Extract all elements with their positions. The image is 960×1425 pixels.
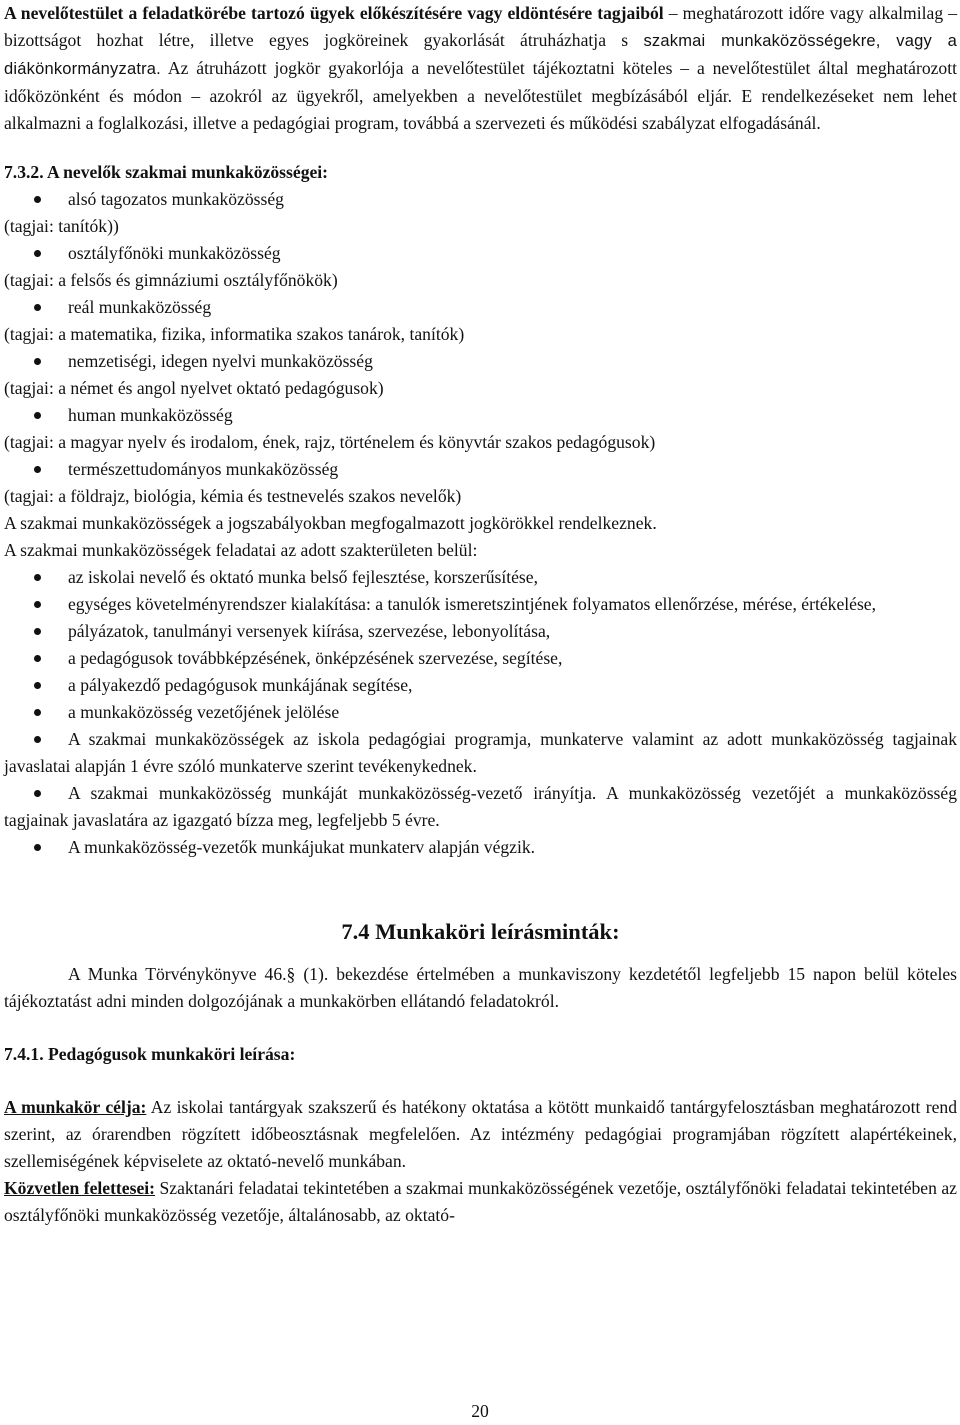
labour-code-paragraph: A Munka Törvénykönyve 46.§ (1). bekezdése értelmében a munkaviszony kezdetétől legfeljebb 15 napon belül köteles tájékoztatást adni minden dolgozójának a munkakörben ellátandó feladatokról.: [4, 964, 957, 1011]
goal-label: A munkakör célja:: [4, 1097, 147, 1117]
intro-paragraph: [4, 0, 957, 137]
workgroup-members: (tagjai: a földrajz, biológia, kémia és testnevelés szakos nevelők): [4, 486, 462, 506]
leadership-text: A szakmai munkaközösségek az iskola pedagógiai programja, munkaterve valamint az adott munkaközösség tagjainak javaslatai alapján 1 évre szóló munkaterve szerint tevékenykednek.: [4, 729, 957, 776]
superiors-paragraph: [4, 1175, 957, 1229]
workgroup-item: [4, 240, 957, 267]
section-741-heading: 7.4.1. Pedagógusok munkaköri leírása:: [4, 1044, 296, 1064]
task-text: egységes követelményrendszer kialakítása: a tanulók ismeretszintjének folyamatos ellenőrzése, mérése, értékelése,: [68, 594, 876, 614]
section-74-heading: 7.4 Munkaköri leírásminták:: [341, 919, 620, 944]
bullet-icon: [34, 574, 41, 581]
task-item: [4, 672, 957, 699]
section-732-heading: 7.3.2. A nevelők szakmai munkaközösségei:: [4, 162, 329, 182]
workgroup-members: (tagjai: a matematika, fizika, informatika szakos tanárok, tanítók): [4, 324, 465, 344]
bullet-icon: [34, 628, 41, 635]
bullet-icon: [34, 709, 41, 716]
workgroup-members: (tagjai: a felsős és gimnáziumi osztályfőnökök): [4, 270, 338, 290]
leadership-item: [4, 726, 957, 780]
bullet-icon: [34, 601, 41, 608]
workgroup-name: osztályfőnöki munkaközösség: [68, 243, 281, 263]
bullet-icon: [34, 196, 41, 203]
bullet-icon: [34, 736, 41, 743]
leadership-text: A munkaközösség-vezetők munkájukat munkaterv alapján végzik.: [68, 837, 536, 857]
leadership-list: [4, 726, 957, 861]
intro-text-2: Az átruházott jogkör gyakorlója a nevelőtestület tájékoztatni köteles – a nevelőtestület által meghatározott időközönként és módon – azokról az ügyekről, amelyekben a nevelőtestület megbízásából eljár. E rendelkezéseket nem lehet alkalmazni a foglalkozási, illetve a pedagógiai program, továbbá a szervezeti és működési szabályzat elfogadásánál.: [4, 58, 957, 133]
workgroup-name: human munkaközösség: [68, 405, 233, 425]
task-item: [4, 591, 957, 618]
workgroup-item: [4, 348, 957, 375]
workgroup-name: nemzetiségi, idegen nyelvi munkaközösség: [68, 351, 373, 371]
intro-bold-lead: A nevelőtestület a feladatkörébe tartozó ügyek előkészítésére vagy eldöntésére tagjaiból: [4, 3, 664, 23]
rights-text: A szakmai munkaközösségek a jogszabályokban megfogalmazott jogkörökkel rendelkeznek.: [4, 513, 657, 533]
page-number: 20: [471, 1401, 489, 1421]
workgroup-members: (tagjai: a magyar nyelv és irodalom, ének, rajz, történelem és könyvtár szakos pedagógusok): [4, 432, 656, 452]
task-list: [4, 564, 957, 726]
workgroup-item: [4, 456, 957, 483]
task-item: [4, 645, 957, 672]
workgroup-name: alsó tagozatos munkaközösség: [68, 189, 284, 209]
leadership-text: A szakmai munkaközösség munkáját munkaközösség-vezető irányítja. A munkaközösség vezetőjét a munkaközösség tagjainak javaslatára az igazgató bízza meg, legfeljebb 5 évre.: [4, 783, 957, 830]
workgroup-item: [4, 186, 957, 213]
bullet-icon: [34, 358, 41, 365]
leadership-item: [4, 780, 957, 834]
superiors-label: Közvetlen felettesei:: [4, 1178, 156, 1198]
workgroup-list: [4, 186, 957, 510]
task-item: [4, 564, 957, 591]
task-item: [4, 699, 957, 726]
workgroup-name: reál munkaközösség: [68, 297, 212, 317]
bullet-icon: [34, 466, 41, 473]
document-page: [4, 0, 957, 1229]
task-text: a pedagógusok továbbképzésének, önképzésének szervezése, segítése,: [68, 648, 563, 668]
workgroup-item: [4, 402, 957, 429]
goal-text: Az iskolai tantárgyak szakszerű és hatékony oktatása a kötött munkaidő tantárgyfelosztásban meghatározott rend szerint, az órarendben rögzített időbeosztásnak megfelelően. Az intézmény pedagógiai programjában rögzített alapértékeinek, szellemiségének képviselete az oktató-nevelő munkában.: [4, 1097, 957, 1171]
tasks-intro: A szakmai munkaközösségek feladatai az adott szakterületen belül:: [4, 540, 478, 560]
task-text: a pályakezdő pedagógusok munkájának segítése,: [68, 675, 413, 695]
workgroup-name: természettudományos munkaközösség: [68, 459, 339, 479]
goal-paragraph: [4, 1094, 957, 1175]
superiors-text: Szaktanári feladatai tekintetében a szakmai munkaközösségének vezetője, osztályfőnöki feladatai tekintetében az osztályfőnöki munkaközösség vezetője, általánosabb, az oktató-: [4, 1178, 957, 1225]
task-text: a munkaközösség vezetőjének jelölése: [68, 702, 340, 722]
bullet-icon: [34, 655, 41, 662]
intro-sans-text: szakmai munkaközösségekre, vagy a diákönkormányzatra.: [4, 32, 957, 78]
bullet-icon: [34, 790, 41, 797]
bullet-icon: [34, 844, 41, 851]
leadership-item: [4, 834, 957, 861]
workgroup-members: (tagjai: a német és angol nyelvet oktató pedagógusok): [4, 378, 384, 398]
bullet-icon: [34, 250, 41, 257]
bullet-icon: [34, 682, 41, 689]
task-item: [4, 618, 957, 645]
workgroup-item: [4, 294, 957, 321]
bullet-icon: [34, 304, 41, 311]
workgroup-members: (tagjai: tanítók)): [4, 216, 119, 236]
task-text: az iskolai nevelő és oktató munka belső fejlesztése, korszerűsítése,: [68, 567, 538, 587]
task-text: pályázatok, tanulmányi versenyek kiírása, szervezése, lebonyolítása,: [68, 621, 551, 641]
intro-text-1: – meghatározott időre vagy alkalmilag – bizottságot hozhat létre, illetve egyes jogköreinek gyakorlását átruházhatja s: [4, 3, 957, 50]
bullet-icon: [34, 412, 41, 419]
